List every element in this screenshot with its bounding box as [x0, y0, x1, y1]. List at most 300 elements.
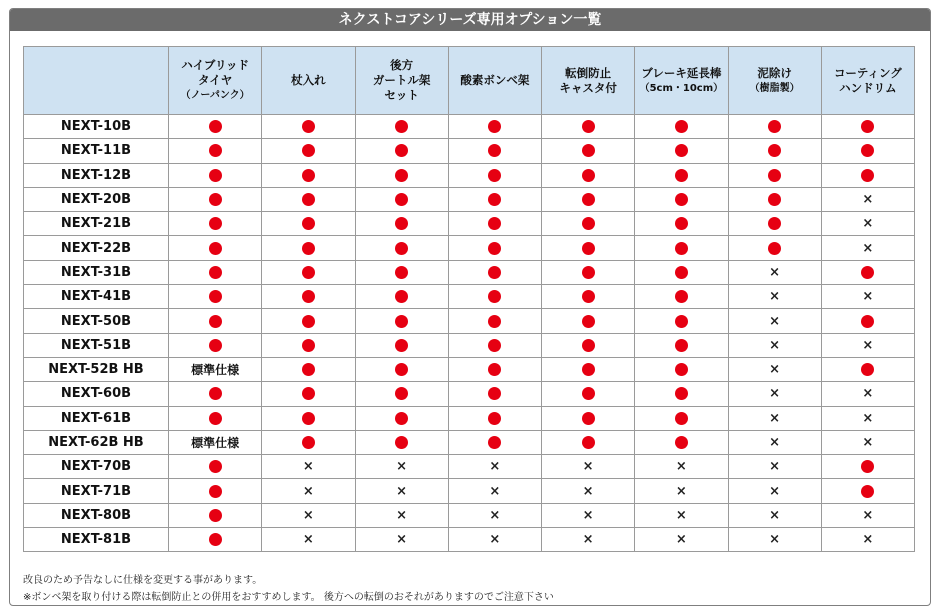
- option-cell: [728, 357, 821, 381]
- unavailable-mark: ×: [769, 507, 781, 523]
- available-dot-icon: [209, 266, 222, 279]
- unavailable-mark: ×: [675, 532, 687, 548]
- option-cell: [821, 406, 914, 430]
- option-cell: [169, 260, 262, 284]
- column-header-note: （樹脂製）: [749, 82, 800, 94]
- option-cell: [728, 260, 821, 284]
- available-dot-icon: [395, 193, 408, 206]
- available-dot-icon: [488, 363, 501, 376]
- option-cell: [262, 187, 355, 211]
- available-dot-icon: [675, 217, 688, 230]
- model-name: NEXT-12B: [24, 163, 169, 187]
- option-cell: [821, 503, 914, 527]
- option-cell: [728, 430, 821, 454]
- available-dot-icon: [302, 169, 315, 182]
- column-header: [262, 47, 355, 115]
- option-cell: [635, 479, 728, 503]
- option-cell: [262, 479, 355, 503]
- table-row: [24, 528, 915, 552]
- option-cell: [542, 139, 635, 163]
- option-cell: [169, 357, 262, 381]
- model-name: NEXT-52B HB: [24, 357, 169, 381]
- option-cell: [355, 187, 448, 211]
- note-spec-change: 改良のため予告なしに仕様を変更する事があります。: [23, 575, 263, 586]
- option-cell: [262, 430, 355, 454]
- column-header-line: ガートル架: [372, 73, 431, 87]
- option-cell: [635, 333, 728, 357]
- option-cell: [355, 260, 448, 284]
- option-cell: [728, 333, 821, 357]
- available-dot-icon: [675, 290, 688, 303]
- option-cell: [448, 455, 541, 479]
- available-dot-icon: [209, 339, 222, 352]
- option-cell: [448, 212, 541, 236]
- model-name: NEXT-22B: [24, 236, 169, 260]
- available-dot-icon: [395, 315, 408, 328]
- option-cell: [262, 309, 355, 333]
- model-name: NEXT-20B: [24, 187, 169, 211]
- column-header-note: （5cm・10cm）: [639, 82, 724, 94]
- option-cell: [728, 309, 821, 333]
- option-cell: [355, 115, 448, 139]
- column-header-line: タイヤ: [197, 73, 233, 87]
- table-row: [24, 479, 915, 503]
- option-cell: [542, 479, 635, 503]
- available-dot-icon: [488, 169, 501, 182]
- column-header-line: 泥除け: [757, 65, 792, 80]
- available-dot-icon: [582, 339, 595, 352]
- unavailable-mark: ×: [862, 337, 874, 353]
- option-cell: [635, 212, 728, 236]
- standard-spec-label: 標準仕様: [191, 363, 240, 378]
- available-dot-icon: [582, 412, 595, 425]
- option-cell: [169, 115, 262, 139]
- option-cell: [542, 357, 635, 381]
- model-name: NEXT-50B: [24, 309, 169, 333]
- available-dot-icon: [582, 144, 595, 157]
- available-dot-icon: [582, 120, 595, 133]
- model-name: NEXT-61B: [24, 406, 169, 430]
- option-cell: [169, 163, 262, 187]
- column-header: [448, 47, 541, 115]
- available-dot-icon: [302, 242, 315, 255]
- column-header: [728, 47, 821, 115]
- available-dot-icon: [582, 436, 595, 449]
- option-cell: [542, 285, 635, 309]
- unavailable-mark: ×: [582, 483, 594, 499]
- option-cell: [821, 455, 914, 479]
- option-cell: [542, 430, 635, 454]
- available-dot-icon: [488, 339, 501, 352]
- option-cell: [635, 163, 728, 187]
- unavailable-mark: ×: [582, 532, 594, 548]
- option-cell: [448, 333, 541, 357]
- option-cell: [448, 309, 541, 333]
- available-dot-icon: [768, 242, 781, 255]
- option-cell: [728, 455, 821, 479]
- model-name: NEXT-62B HB: [24, 430, 169, 454]
- option-cell: [355, 382, 448, 406]
- unavailable-mark: ×: [862, 240, 874, 256]
- available-dot-icon: [395, 412, 408, 425]
- header-row: [24, 47, 915, 115]
- available-dot-icon: [582, 266, 595, 279]
- unavailable-mark: ×: [302, 507, 314, 523]
- column-header: [355, 47, 448, 115]
- available-dot-icon: [209, 412, 222, 425]
- model-column-header: [24, 47, 169, 115]
- option-cell: [262, 357, 355, 381]
- option-cell: [169, 528, 262, 552]
- option-cell: [635, 309, 728, 333]
- option-cell: [355, 236, 448, 260]
- option-cell: [169, 503, 262, 527]
- available-dot-icon: [302, 387, 315, 400]
- option-cell: [821, 430, 914, 454]
- option-cell: [728, 528, 821, 552]
- available-dot-icon: [209, 120, 222, 133]
- option-cell: [542, 382, 635, 406]
- available-dot-icon: [395, 436, 408, 449]
- option-cell: [821, 236, 914, 260]
- option-cell: [448, 503, 541, 527]
- available-dot-icon: [582, 242, 595, 255]
- option-cell: [448, 187, 541, 211]
- unavailable-mark: ×: [489, 483, 501, 499]
- option-cell: [635, 382, 728, 406]
- option-cell: [262, 503, 355, 527]
- available-dot-icon: [395, 217, 408, 230]
- option-cell: [728, 285, 821, 309]
- option-cell: [728, 212, 821, 236]
- option-cell: [355, 212, 448, 236]
- available-dot-icon: [488, 266, 501, 279]
- table-row: [24, 455, 915, 479]
- standard-spec-label: 標準仕様: [191, 436, 240, 450]
- table-row: [24, 212, 915, 236]
- option-cell: [635, 139, 728, 163]
- table-row: [24, 503, 915, 527]
- option-cell: [355, 503, 448, 527]
- unavailable-mark: ×: [769, 435, 781, 450]
- available-dot-icon: [395, 120, 408, 133]
- model-name: NEXT-51B: [24, 333, 169, 357]
- available-dot-icon: [302, 144, 315, 157]
- option-cell: [542, 260, 635, 284]
- option-cell: [821, 382, 914, 406]
- unavailable-mark: ×: [769, 313, 781, 329]
- table-row: [24, 382, 915, 406]
- available-dot-icon: [768, 193, 781, 206]
- unavailable-mark: ×: [396, 532, 408, 548]
- option-cell: [169, 455, 262, 479]
- column-header-line: ハンドリム: [839, 80, 897, 95]
- column-header-line: コーティング: [833, 65, 902, 80]
- option-cell: [169, 187, 262, 211]
- option-cell: [635, 406, 728, 430]
- unavailable-mark: ×: [489, 507, 501, 523]
- column-header-line: ブレーキ延長棒: [641, 65, 722, 80]
- option-cell: [169, 430, 262, 454]
- available-dot-icon: [488, 387, 501, 400]
- unavailable-mark: ×: [769, 289, 781, 305]
- available-dot-icon: [302, 315, 315, 328]
- option-cell: [355, 455, 448, 479]
- available-dot-icon: [209, 242, 222, 255]
- available-dot-icon: [582, 193, 595, 206]
- table-row: [24, 357, 915, 381]
- option-cell: [635, 455, 728, 479]
- model-name: NEXT-10B: [24, 115, 169, 139]
- options-table-panel: [9, 8, 931, 606]
- option-cell: [355, 163, 448, 187]
- option-cell: [821, 528, 914, 552]
- option-cell: [169, 382, 262, 406]
- available-dot-icon: [302, 290, 315, 303]
- unavailable-mark: ×: [769, 264, 781, 280]
- option-cell: [262, 212, 355, 236]
- column-header-line: 杖入れ: [291, 73, 326, 87]
- table-row: [24, 285, 915, 309]
- available-dot-icon: [395, 387, 408, 400]
- option-cell: [728, 163, 821, 187]
- unavailable-mark: ×: [862, 289, 874, 305]
- option-cell: [262, 333, 355, 357]
- column-header: [821, 47, 914, 115]
- option-cell: [355, 357, 448, 381]
- option-cell: [448, 406, 541, 430]
- column-header-line: 転倒防止: [565, 65, 612, 80]
- column-header-line: 酸素ボンベ架: [460, 73, 530, 87]
- available-dot-icon: [861, 460, 874, 473]
- unavailable-mark: ×: [862, 192, 874, 208]
- unavailable-mark: ×: [862, 435, 874, 450]
- table-row: [24, 236, 915, 260]
- unavailable-mark: ×: [769, 532, 781, 548]
- available-dot-icon: [395, 169, 408, 182]
- available-dot-icon: [675, 169, 688, 182]
- unavailable-mark: ×: [489, 459, 501, 475]
- model-name: NEXT-70B: [24, 455, 169, 479]
- option-cell: [821, 285, 914, 309]
- available-dot-icon: [675, 242, 688, 255]
- option-cell: [821, 309, 914, 333]
- option-cell: [821, 212, 914, 236]
- available-dot-icon: [582, 217, 595, 230]
- option-cell: [542, 528, 635, 552]
- unavailable-mark: ×: [582, 459, 594, 475]
- option-cell: [542, 455, 635, 479]
- option-cell: [542, 333, 635, 357]
- option-cell: [169, 212, 262, 236]
- available-dot-icon: [395, 363, 408, 376]
- unavailable-mark: ×: [302, 483, 314, 499]
- table-row: [24, 163, 915, 187]
- unavailable-mark: ×: [302, 459, 314, 475]
- available-dot-icon: [861, 315, 874, 328]
- available-dot-icon: [302, 412, 315, 425]
- available-dot-icon: [768, 120, 781, 133]
- option-cell: [728, 187, 821, 211]
- available-dot-icon: [582, 169, 595, 182]
- option-cell: [542, 115, 635, 139]
- unavailable-mark: ×: [769, 483, 781, 499]
- model-name: NEXT-71B: [24, 479, 169, 503]
- option-cell: [728, 139, 821, 163]
- available-dot-icon: [395, 339, 408, 352]
- option-cell: [355, 333, 448, 357]
- unavailable-mark: ×: [769, 410, 781, 426]
- option-cell: [635, 260, 728, 284]
- option-cell: [542, 187, 635, 211]
- available-dot-icon: [861, 169, 874, 182]
- available-dot-icon: [488, 242, 501, 255]
- option-cell: [635, 503, 728, 527]
- column-header-line: キャスタ付: [559, 80, 617, 95]
- unavailable-mark: ×: [396, 507, 408, 523]
- available-dot-icon: [395, 242, 408, 255]
- available-dot-icon: [768, 169, 781, 182]
- available-dot-icon: [675, 193, 688, 206]
- unavailable-mark: ×: [862, 216, 874, 232]
- table-row: [24, 430, 915, 454]
- option-cell: [821, 187, 914, 211]
- available-dot-icon: [675, 363, 688, 376]
- option-cell: [355, 430, 448, 454]
- option-cell: [262, 285, 355, 309]
- option-cell: [355, 528, 448, 552]
- available-dot-icon: [488, 315, 501, 328]
- table-row: [24, 309, 915, 333]
- available-dot-icon: [768, 217, 781, 230]
- available-dot-icon: [209, 533, 222, 546]
- available-dot-icon: [302, 193, 315, 206]
- option-cell: [542, 503, 635, 527]
- option-cell: [542, 212, 635, 236]
- available-dot-icon: [488, 412, 501, 425]
- available-dot-icon: [209, 509, 222, 522]
- available-dot-icon: [582, 387, 595, 400]
- option-cell: [262, 139, 355, 163]
- column-header: [635, 47, 728, 115]
- option-cell: [448, 163, 541, 187]
- table-body: [24, 115, 915, 552]
- option-cell: [262, 406, 355, 430]
- available-dot-icon: [302, 217, 315, 230]
- option-cell: [821, 139, 914, 163]
- model-name: NEXT-81B: [24, 528, 169, 552]
- option-cell: [169, 333, 262, 357]
- column-header-line: ハイブリッド: [181, 58, 249, 72]
- available-dot-icon: [861, 485, 874, 498]
- option-cell: [262, 455, 355, 479]
- option-cell: [821, 115, 914, 139]
- unavailable-mark: ×: [396, 459, 408, 475]
- option-cell: [821, 333, 914, 357]
- option-cell: [448, 357, 541, 381]
- model-name: NEXT-21B: [24, 212, 169, 236]
- option-cell: [728, 406, 821, 430]
- option-cell: [728, 503, 821, 527]
- option-cell: [821, 357, 914, 381]
- available-dot-icon: [861, 363, 874, 376]
- option-cell: [262, 382, 355, 406]
- available-dot-icon: [675, 315, 688, 328]
- option-cell: [448, 285, 541, 309]
- table-row: [24, 406, 915, 430]
- column-header-line: セット: [384, 88, 419, 102]
- option-cell: [169, 285, 262, 309]
- option-cell: [542, 406, 635, 430]
- option-cell: [262, 163, 355, 187]
- unavailable-mark: ×: [582, 507, 594, 523]
- option-cell: [262, 115, 355, 139]
- available-dot-icon: [675, 387, 688, 400]
- unavailable-mark: ×: [769, 459, 781, 475]
- option-cell: [448, 528, 541, 552]
- available-dot-icon: [209, 315, 222, 328]
- column-header: [169, 47, 262, 115]
- options-table: [23, 46, 915, 552]
- available-dot-icon: [209, 144, 222, 157]
- unavailable-mark: ×: [396, 483, 408, 499]
- model-name: NEXT-11B: [24, 139, 169, 163]
- option-cell: [821, 163, 914, 187]
- option-cell: [728, 236, 821, 260]
- available-dot-icon: [302, 339, 315, 352]
- unavailable-mark: ×: [675, 459, 687, 475]
- available-dot-icon: [582, 290, 595, 303]
- available-dot-icon: [582, 315, 595, 328]
- option-cell: [169, 236, 262, 260]
- option-cell: [448, 115, 541, 139]
- model-name: NEXT-41B: [24, 285, 169, 309]
- unavailable-mark: ×: [302, 532, 314, 548]
- option-cell: [728, 479, 821, 503]
- option-cell: [635, 187, 728, 211]
- option-cell: [448, 260, 541, 284]
- table-row: [24, 333, 915, 357]
- option-cell: [355, 479, 448, 503]
- option-cell: [262, 528, 355, 552]
- unavailable-mark: ×: [862, 532, 874, 548]
- option-cell: [355, 406, 448, 430]
- option-cell: [262, 236, 355, 260]
- option-cell: [635, 528, 728, 552]
- option-cell: [169, 139, 262, 163]
- available-dot-icon: [209, 387, 222, 400]
- option-cell: [355, 285, 448, 309]
- model-name: NEXT-80B: [24, 503, 169, 527]
- unavailable-mark: ×: [769, 362, 781, 378]
- column-header-note: （ノーパンク）: [180, 90, 250, 101]
- option-cell: [635, 236, 728, 260]
- available-dot-icon: [209, 290, 222, 303]
- option-cell: [728, 115, 821, 139]
- option-cell: [262, 260, 355, 284]
- option-cell: [542, 309, 635, 333]
- unavailable-mark: ×: [862, 410, 874, 426]
- available-dot-icon: [488, 290, 501, 303]
- available-dot-icon: [209, 193, 222, 206]
- option-cell: [169, 309, 262, 333]
- unavailable-mark: ×: [675, 483, 687, 499]
- available-dot-icon: [675, 436, 688, 449]
- option-cell: [542, 236, 635, 260]
- available-dot-icon: [861, 120, 874, 133]
- available-dot-icon: [582, 363, 595, 376]
- option-cell: [821, 260, 914, 284]
